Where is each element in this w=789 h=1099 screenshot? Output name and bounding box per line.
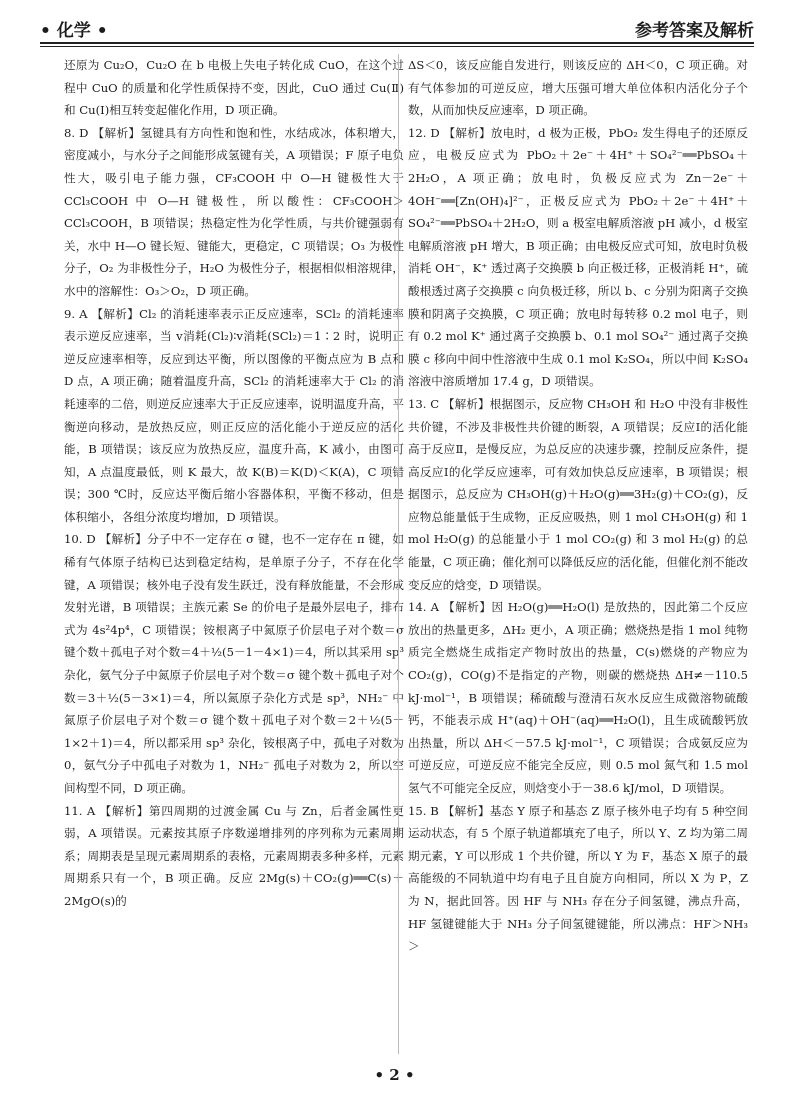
subject-label: • 化学 • xyxy=(40,21,108,41)
header-rule-thin xyxy=(40,46,754,47)
answer-12: 12. D 【解析】放电时，d 极为正极，PbO₂ 发生得电子的还原反应，电极反应式为 PbO₂＋2e⁻＋4H⁺＋SO₄²⁻══PbSO₄＋2H₂O，A 项正确；放电时，负极反应式为 Zn－2e⁻＋4OH⁻══[Zn(OH)₄]²⁻，正极反应式为 PbO₂＋2e⁻＋4H⁺＋SO₄²⁻══PbSO₄＋2H₂O，则 a 极室电解质溶液 pH 减小，d 极室电解质溶液 pH 增大，B 项正确；由电极反应式可知，放电时负极消耗 OH⁻，K⁺ 透过离子交换膜 b 向正极迁移，正极消耗 H⁺，硫酸根透过离子交换膜 c 向负极迁移，所以 b、c 分别为阳离子交换膜和阴离子交换膜，C 项正确；放电时每转移 0.2 mol 电子，则有 0.2 mol K⁺ 通过离子交换膜 b、0.1 mol SO₄²⁻ 通过离子交换膜 c 移向中间中性溶液中生成 0.1 mol K₂SO₄，所以中间 K₂SO₄ 溶液中溶质增加 17.4 g，D 项错误。 xyxy=(408,125,748,389)
answer-11: 11. A 【解析】第四周期的过渡金属 Cu 与 Zn，后者金属性更弱，A 项错误。元素按其原子序数递增排列的序列称为元素周期系；周期表是呈现元素周期系的表格，元素周期表多种多样，元素周期系只有一个，B 项正确。反应 2Mg(s)＋CO₂(g)══C(s)＋2MgO(s)的 xyxy=(64,803,404,908)
answer-8: 8. D 【解析】氢键具有方向性和饱和性，水结成冰，体积增大，密度减小，与水分子之间能形成氢键有关，A 项错误；F 原子电负性大，吸引电子能力强，CF₃COOH 中 O—H 键极性大于 CCl₃COOH 中 O—H 键极性，所以酸性：CF₃COOH＞CCl₃COOH，B 项错误；热稳定性为化学性质，与共价键强弱有关，水中 H—O 键长短、键能大，更稳定，C 项错误；O₃ 为极性分子，O₂ 为非极性分子，H₂O 为极性分子，根据相似相溶规律，水中的溶解性：O₃＞O₂，D 项正确。 xyxy=(64,125,404,298)
left-column xyxy=(64,54,404,1064)
answer-13: 13. C 【解析】根据图示，反应物 CH₃OH 和 H₂O 中没有非极性共价键，不涉及非极性共价键的断裂，A 项错误；反应Ⅰ的活化能高于反应Ⅱ，是慢反应，为总反应的决速步骤，控制反应条件，提高反应Ⅰ的化学反应速率，可有效加快总反应速率，B 项错误；根据图示，总反应为 CH₃OH(g)＋H₂O(g)══3H₂(g)＋CO₂(g)，反应物总能量低于生成物，正反应吸热，则 1 mol CH₃OH(g) 和 1 mol H₂O(g) 的总能量小于 1 mol CO₂(g) 和 3 mol H₂(g) 的总能量，C 项正确；催化剂可以降低反应的活化能，但催化剂不能改变反应的焓变，D 项错误。 xyxy=(408,396,748,592)
paragraph-7-continuation: 还原为 Cu₂O，Cu₂O 在 b 电极上失电子转化成 CuO，在这个过程中 CuO 的质量和化学性质保持不变，因此，CuO 通过 Cu(Ⅱ)和 Cu(Ⅰ)相互转变起催化作用，D 项正确。 xyxy=(64,58,404,118)
answer-11-continuation: ΔS＜0，该反应能自发进行，则该反应的 ΔH＜0，C 项正确。对有气体参加的可逆反应，增大压强可增大单位体积内活化分子个数，从而加快反应速率，D 项正确。 xyxy=(408,58,748,118)
answer-15: 15. B 【解析】基态 Y 原子和基态 Z 原子核外电子均有 5 种空间运动状态，有 5 个原子轨道都填充了电子，所以 Y、Z 均为第二周期元素，Y 可以形成 1 个共价键，所以 Y 为 F，基态 X 原子的最高能级的不同轨道中均有电子且自旋方向相同，所以 X 为 P，Z 为 N，据此回答。因 HF 与 NH₃ 存在分子间氢键，沸点升高，HF 氢键键能大于 NH₃ 分子间氢键键能，所以沸点：HF＞NH₃＞ xyxy=(408,803,748,954)
answer-9: 9. A 【解析】Cl₂ 的消耗速率表示正反应速率，SCl₂ 的消耗速率表示逆反应速率，当 v消耗(Cl₂)∶v消耗(SCl₂)＝1∶2 时，说明正逆反应速率相等，反应到达平衡，所以图像的平衡点应为 B 点和 D 点，A 项正确；随着温度升高，SCl₂ 的消耗速率大于 Cl₂ 的消耗速率的二倍，则逆反应速率大于正反应速率，说明温度升高，平衡逆向移动，是放热反应，则正反应的活化能小于逆反应的活化能，B 项错误；该反应为放热反应，温度升高，K 减小，由图可知，A 点温度最低，则 K 最大，故 K(B)＝K(D)＜K(A)，C 项错误；300 ℃时，反应达平衡后缩小容器体积，平衡不移动，但是体积缩小，各组分浓度均增加，D 项错误。 xyxy=(64,306,404,524)
header-rule-thick xyxy=(40,42,754,44)
section-title: 参考答案及解析 xyxy=(635,21,754,41)
page-header xyxy=(40,14,754,42)
column-divider xyxy=(398,54,399,1054)
right-column xyxy=(408,54,748,1064)
answer-14: 14. A 【解析】因 H₂O(g)══H₂O(l) 是放热的，因此第二个反应放出的热量更多，ΔH₂ 更小，A 项正确；燃烧热是指 1 mol 纯物质完全燃烧生成指定产物时放出的热量，C(s)燃烧的产物应为 CO₂(g)，CO(g)不是指定的产物，则碳的燃烧热 ΔH≠－110.5 kJ·mol⁻¹，B 项错误；稀硫酸与澄清石灰水反应生成微溶物硫酸钙，不能表示成 H⁺(aq)＋OH⁻(aq)══H₂O(l)，且生成硫酸钙放出热量，所以 ΔH＜－57.5 kJ·mol⁻¹，C 项错误；合成氨反应为可逆反应，可逆反应不能完全反应，则 0.5 mol 氮气和 1.5 mol 氢气不可能完全反应，则焓变小于－38.6 kJ/mol，D 项错误。 xyxy=(408,600,748,795)
answer-10: 10. D 【解析】分子中不一定存在 σ 键，也不一定存在 π 键，如稀有气体原子结构已达到稳定结构，是单原子分子，不存在化学键，A 项错误；核外电子没有发生跃迁，没有释放能量，不会形成发射光谱，B 项错误；主族元素 Se 的价电子是最外层电子，排布式为 4s²4p⁴，C 项错误；铵根离子中氮原子价层电子对个数＝σ 键个数＋孤电子对个数＝4＋½(5－1－4×1)＝4，所以其采用 sp³ 杂化，氨气分子中氮原子价层电子对个数＝σ 键个数＋孤电子对个数＝3＋½(5－3×1)＝4，所以氮原子杂化方式是 sp³，NH₂⁻ 中氮原子价层电子对个数＝σ 键个数＋孤电子对个数＝2＋½(5－1×2＋1)＝4，所以都采用 sp³ 杂化，铵根离子中，孤电子对数为 0，氨气分子中孤电子对数为 1，NH₂⁻ 孤电子对数为 2，所以空间构型不同，D 项正确。 xyxy=(64,532,404,795)
page-number: • 2 • xyxy=(374,1066,415,1084)
